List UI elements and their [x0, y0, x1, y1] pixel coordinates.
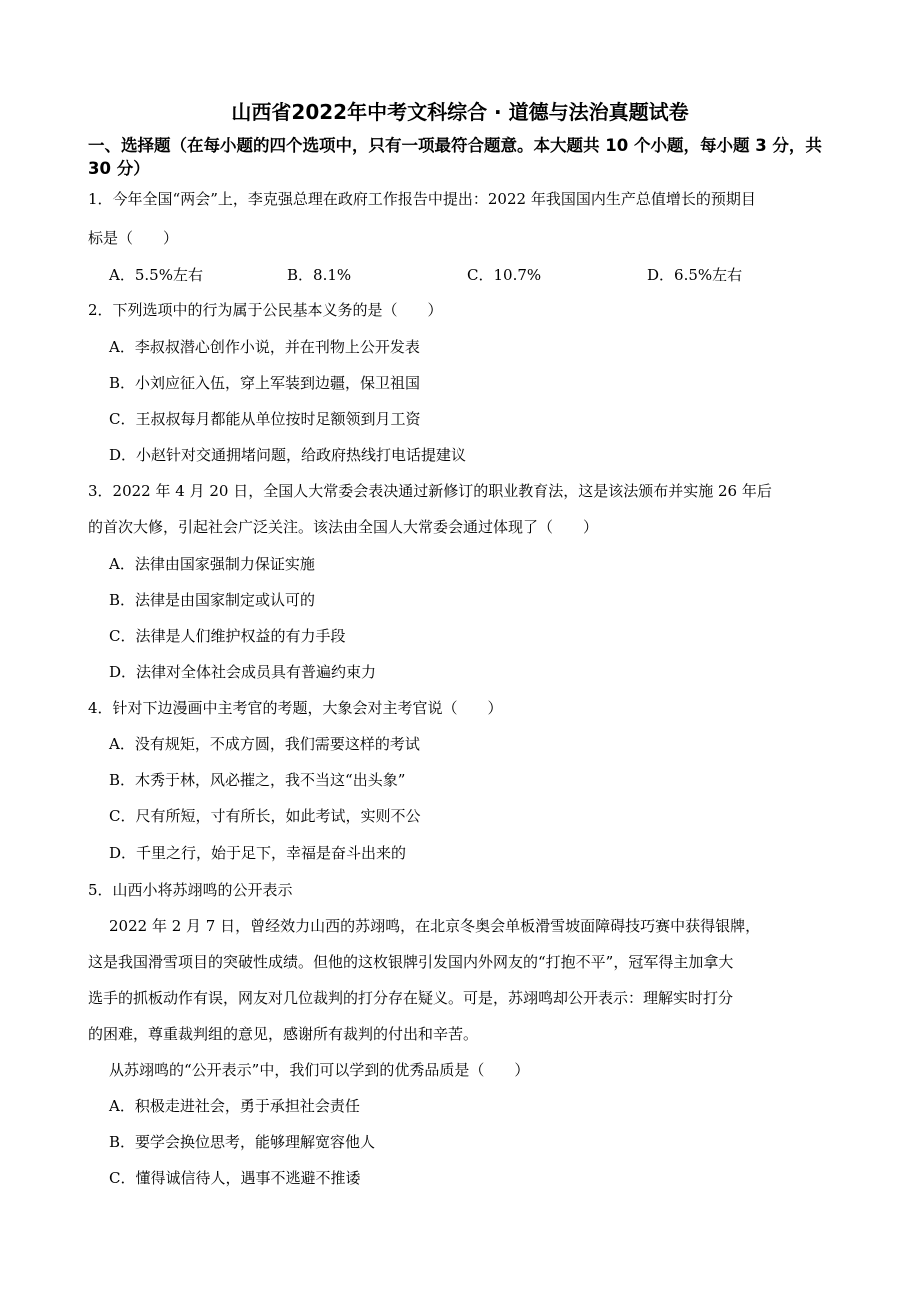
q4-option-a: A．没有规矩，不成方圆，我们需要这样的考试 [109, 735, 420, 753]
q5-heading: 5．山西小将苏翊鸣的公开表示 [88, 881, 293, 899]
q5-option-b: B．要学会换位思考，能够理解宽容他人 [109, 1133, 376, 1151]
q3-stem-line2: 的首次大修，引起社会广泛关注。该法由全国人大常委会通过体现了（ ） [88, 518, 599, 536]
q1-option-d: D．6.5%左右 [647, 266, 743, 284]
q5-passage-line1: 2022 年 2 月 7 日，曾经效力山西的苏翊鸣，在北京冬奥会单板滑雪坡面障碍技巧赛中获得银牌， [109, 917, 761, 935]
q2-option-b: B．小刘应征入伍，穿上军装到边疆，保卫祖国 [109, 374, 421, 392]
q4-option-d: D．千里之行，始于足下，幸福是奋斗出来的 [109, 844, 407, 862]
q2-option-a: A．李叔叔潜心创作小说，并在刊物上公开发表 [109, 338, 420, 356]
q3-option-b: B．法律是由国家制定或认可的 [109, 591, 316, 609]
q5-question: 从苏翊鸣的“公开表示”中，我们可以学到的优秀品质是（ ） [109, 1061, 530, 1079]
exam-title: 山西省2022年中考文科综合 · 道德与法治真题试卷 [231, 100, 689, 124]
q1-option-c: C．10.7% [467, 266, 542, 284]
q5-passage-line4: 的困难，尊重裁判组的意见，感谢所有裁判的付出和辛苦。 [88, 1025, 479, 1043]
q3-option-d: D．法律对全体社会成员具有普遍约束力 [109, 663, 377, 681]
q5-passage-line2: 这是我国滑雪项目的突破性成绩。但他的这枚银牌引发国内外网友的“打抱不平”，冠军得主加拿大 [88, 953, 734, 971]
q4-option-c: C．尺有所短，寸有所长，如此考试，实则不公 [109, 807, 421, 825]
q3-option-a: A．法律由国家强制力保证实施 [109, 555, 315, 573]
q2-option-d: D．小赵针对交通拥堵问题，给政府热线打电话提建议 [109, 446, 467, 464]
q5-passage-line3: 选手的抓板动作有误，网友对几位裁判的打分存在疑义。可是，苏翊鸣却公开表示：理解实时打分 [88, 989, 734, 1007]
q2-stem: 2．下列选项中的行为属于公民基本义务的是（ ） [88, 301, 443, 319]
q4-option-b: B．木秀于林，风必摧之，我不当这“出头象” [109, 771, 406, 789]
q3-option-c: C．法律是人们维护权益的有力手段 [109, 627, 346, 645]
q4-stem: 4．针对下边漫画中主考官的考题，大象会对主考官说（ ） [88, 699, 503, 717]
q2-option-c: C．王叔叔每月都能从单位按时足额领到月工资 [109, 410, 421, 428]
section-heading: 一、选择题（在每小题的四个选项中，只有一项最符合题意。本大题共 10 个小题，每小题 3 分，共 30 分） [88, 136, 822, 178]
q3-stem-line1: 3．2022 年 4 月 20 日，全国人大常委会表决通过新修订的职业教育法，这是该法颁布并实施 26 年后 [88, 482, 772, 500]
q1-stem-line2: 标是（ ） [88, 229, 179, 247]
q5-option-c: C．懂得诚信待人，遇事不逃避不推诿 [109, 1169, 361, 1187]
q1-option-a: A．5.5%左右 [109, 266, 203, 284]
q5-option-a: A．积极走进社会，勇于承担社会责任 [109, 1097, 360, 1115]
q1-option-b: B．8.1% [287, 266, 352, 284]
q1-stem-line1: 1．今年全国“两会”上，李克强总理在政府工作报告中提出：2022 年我国国内生产总值增长的预期目 [88, 190, 756, 208]
